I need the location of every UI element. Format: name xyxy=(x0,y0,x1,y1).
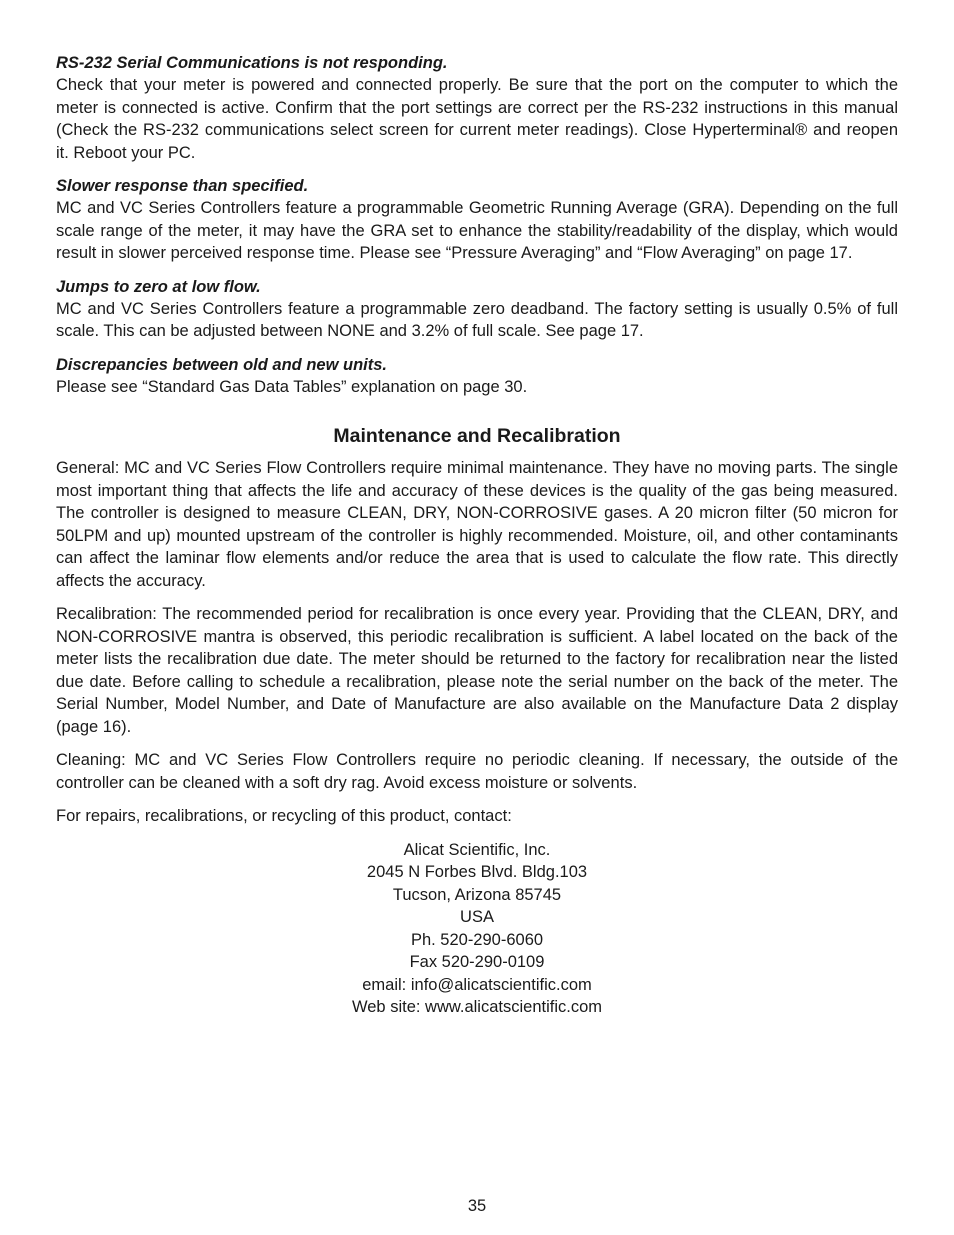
recalibration-paragraph: Recalibration: The recommended period for recalibration is once every year. Providing that the CLEAN, DRY, and NON-CORROSIVE mantra is observed, this periodic recalibration is sufficient. A label located on the back of the meter lists the recalibration due date. The meter should be returned to the factory for recalibration near the listed due date. Before calling to schedule a recalibration, please note the serial number on the back of the meter. The Serial Number, Model Number, and Date of Manufacture are also available on the Manufacture Data 2 display (page 16). xyxy=(56,605,898,736)
troubleshooting-heading: Discrepancies between old and new units. xyxy=(56,355,387,374)
troubleshooting-item-zero-jump xyxy=(56,276,898,343)
country: USA xyxy=(460,908,494,926)
troubleshooting-body: MC and VC Series Controllers feature a programmable zero deadband. The factory setting is usually 0.5% of full scale. This can be adjusted between NONE and 3.2% of full scale. See page 17. xyxy=(56,299,898,340)
email-address: email: info@alicatscientific.com xyxy=(362,975,592,994)
contact-address xyxy=(56,839,898,1019)
document-page xyxy=(56,52,898,1019)
website-address: Web site: www.alicatscientific.com xyxy=(351,998,603,1016)
troubleshooting-heading: Slower response than specified. xyxy=(56,177,309,195)
contact-intro: For repairs, recalibrations, or recycling of this product, contact: xyxy=(56,807,512,825)
company-name: Alicat Scientific, Inc. xyxy=(403,840,551,859)
troubleshooting-body: MC and VC Series Controllers feature a programmable Geometric Running Average (GRA). Depending on the full scale range of the meter, it may have the GRA set to enhance the stability/readability of the display, which would result in slower perceived response time. Please see “Pressure Averaging” and “Flow Averaging” on page 17. xyxy=(56,199,898,262)
street-address: 2045 N Forbes Blvd. Bldg.103 xyxy=(366,863,588,881)
phone-number: Ph. 520-290-6060 xyxy=(410,930,544,949)
general-paragraph: General: MC and VC Series Flow Controllers require minimal maintenance. They have no moving parts. The single most important thing that affects the life and accuracy of these devices is the quality of the gas being measured. The controller is designed to measure CLEAN, DRY, NON-CORROSIVE gases. A 20 micron filter (50 micron for 50LPM and up) mounted upstream of the controller is highly recommended. Moisture, oil, and other contaminants can affect the laminar flow elements and/or reduce the area that is used to calculate the flow rate. This directly affects the accuracy. xyxy=(56,459,898,590)
troubleshooting-heading: RS-232 Serial Communications is not responding. xyxy=(56,54,448,72)
city-state-zip: Tucson, Arizona 85745 xyxy=(392,885,562,904)
troubleshooting-body: Check that your meter is powered and connected properly. Be sure that the port on the computer to which the meter is connected is active. Confirm that the port settings are correct per the RS-232 instructions in this manual (Check the RS-232 communications select screen for current meter readings). Close Hyperterminal® and reopen it. Reboot your PC. xyxy=(56,76,898,162)
troubleshooting-item-rs232 xyxy=(56,52,898,164)
troubleshooting-body: Please see “Standard Gas Data Tables” explanation on page 30. xyxy=(56,377,528,396)
troubleshooting-item-slow-response xyxy=(56,175,898,265)
troubleshooting-heading: Jumps to zero at low flow. xyxy=(56,277,261,296)
section-title: Maintenance and Recalibration xyxy=(333,425,621,447)
page-number: 35 xyxy=(467,1197,487,1215)
cleaning-paragraph: Cleaning: MC and VC Series Flow Controllers require no periodic cleaning. If necessary, the outside of the controller can be cleaned with a soft dry rag. Avoid excess moisture or solvents. xyxy=(56,751,898,792)
fax-number: Fax 520-290-0109 xyxy=(409,953,545,971)
troubleshooting-item-units xyxy=(56,354,898,399)
